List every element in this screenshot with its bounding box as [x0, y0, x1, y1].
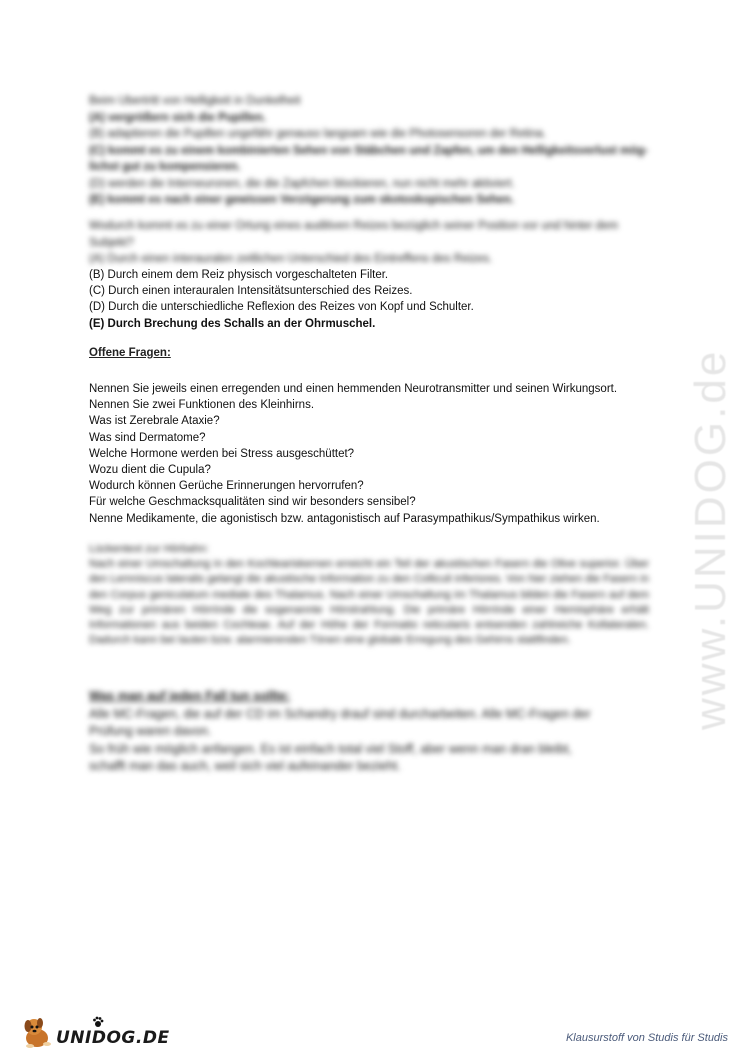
question-1-option: (C) kommt es zu einem kombinierten Sehen von Stäbchen und Zapfen, um den Helligkeitsverlust mög-	[89, 144, 649, 157]
logo-text: UNIDOG.DE	[56, 1028, 170, 1048]
question-2-option: (E) Durch Brechung des Schalls an der Ohrmuschel.	[89, 317, 376, 330]
tipps-section	[89, 688, 669, 776]
hoerbahn-section	[89, 542, 649, 648]
open-question: Was sind Dermatome?	[89, 431, 206, 444]
question-2-options	[89, 267, 669, 332]
question-2-option: (D) Durch die unterschiedliche Reflexion des Reizes von Kopf und Schulter.	[89, 301, 474, 314]
open-question: Nennen Sie jeweils einen erregenden und einen hemmenden Neurotransmitter und seinen Wirkungsort.	[89, 383, 618, 395]
question-1-option: (D) werden die Interneuronen, die die Zapfchen blockieren, nun nicht mehr aktiviert.	[89, 177, 515, 190]
open-question: Was ist Zerebrale Ataxie?	[89, 415, 220, 428]
open-question: Wozu dient die Cupula?	[89, 464, 211, 477]
open-question: Wodurch können Gerüche Erinnerungen hervorrufen?	[89, 480, 364, 493]
paw-icon	[92, 1016, 104, 1028]
tipps-line: So früh wie möglich anfangen. Es ist einfach total viel Stoff, aber wenn man dran bleibt,	[89, 741, 572, 756]
question-1-option: (B) adaptieren die Pupillen ungefähr genauso langsam wie die Photosensoren der Retina.	[89, 128, 547, 140]
open-questions-title: Offene Fragen:	[89, 347, 171, 359]
question-1-option: lichst gut zu kompensieren.	[89, 161, 241, 173]
dog-icon	[22, 1014, 58, 1052]
open-question: Für welche Geschmacksqualitäten sind wir besonders sensibel?	[89, 496, 416, 509]
open-question: Nenne Medikamente, die agonistisch bzw. antagonistisch auf Parasympathikus/Sympathikus wirken.	[89, 512, 600, 525]
question-2-option: (B) Durch einem dem Reiz physisch vorgeschalteten Filter.	[89, 269, 389, 281]
question-1	[89, 93, 659, 209]
tipps-title: Was man auf jeden Fall tun sollte:	[89, 689, 290, 703]
question-2-option: (C) Durch einen interauralen Intensitätsunterschied des Reizes.	[89, 285, 413, 298]
question-1-option: (E) kommt es nach einer gewissen Verzögerung zum skotoskopischen Sehen.	[89, 194, 514, 206]
open-question: Welche Hormone werden bei Stress ausgeschüttet?	[89, 447, 355, 460]
question-1-stem: Beim Übertritt von Helligkeit in Dunkelheit	[89, 95, 301, 107]
hoerbahn-body: Nach einer Umschaltung in den Kochleariskernen erreicht ein Teil der akustischen Fasern die Olive superior. Über den Lemniscus lateralis gelangt die akustische Information zu den Colliculi inferiores. Von hier ziehen die Fasern in den Corpus geniculatum mediale des Thalamus. Nach einer Umschaltung im Thalamus bilden die Fasern auf dem Weg zur primären Hörrinde die sogenannte Hörstrahlung. Die primäre Hörrinde einer Hemisphäre erhält Informationen aus beiden Cochleae. Auf der Höhe der Formatio reticularis entsenden zahlreiche Kollateralen. Dadurch kann bei lauten bzw. alarmierenden Tönen eine globale Erregung des Gehirns stattfinden.	[89, 558, 649, 647]
open-question: Nennen Sie zwei Funktionen des Kleinhirns.	[89, 399, 315, 412]
tipps-line: schafft man das auch, weil sich viel aufeinander bezieht.	[89, 759, 401, 773]
footer-tagline: Klausurstoff von Studis für Studis	[565, 1032, 728, 1044]
tipps-line: Prüfung waren davon.	[89, 724, 212, 738]
question-2-stem	[89, 218, 669, 268]
question-2-stem-line: (A) Durch einen interauralen zeitlichen Unterschied des Eintreffens des Reizes.	[89, 253, 493, 265]
hoerbahn-title: Lückentext zur Hörbahn:	[89, 543, 209, 555]
unidog-logo[interactable]	[22, 1014, 170, 1054]
open-questions-list	[89, 381, 689, 527]
question-2-stem-line: Wodurch kommt es zu einer Ortung eines auditiven Reizes bezüglich seiner Position vor und hinter dem	[89, 220, 619, 232]
watermark-text: www.UNIDOG.de	[686, 348, 735, 730]
question-1-option: (A) vergrößern sich die Pupillen.	[89, 111, 267, 124]
question-2-stem-line: Subjekt?	[89, 236, 134, 249]
tipps-line: Alle MC-Fragen, die auf der CD im Schandry drauf sind durcharbeiten. Alle MC-Fragen der	[89, 706, 591, 721]
